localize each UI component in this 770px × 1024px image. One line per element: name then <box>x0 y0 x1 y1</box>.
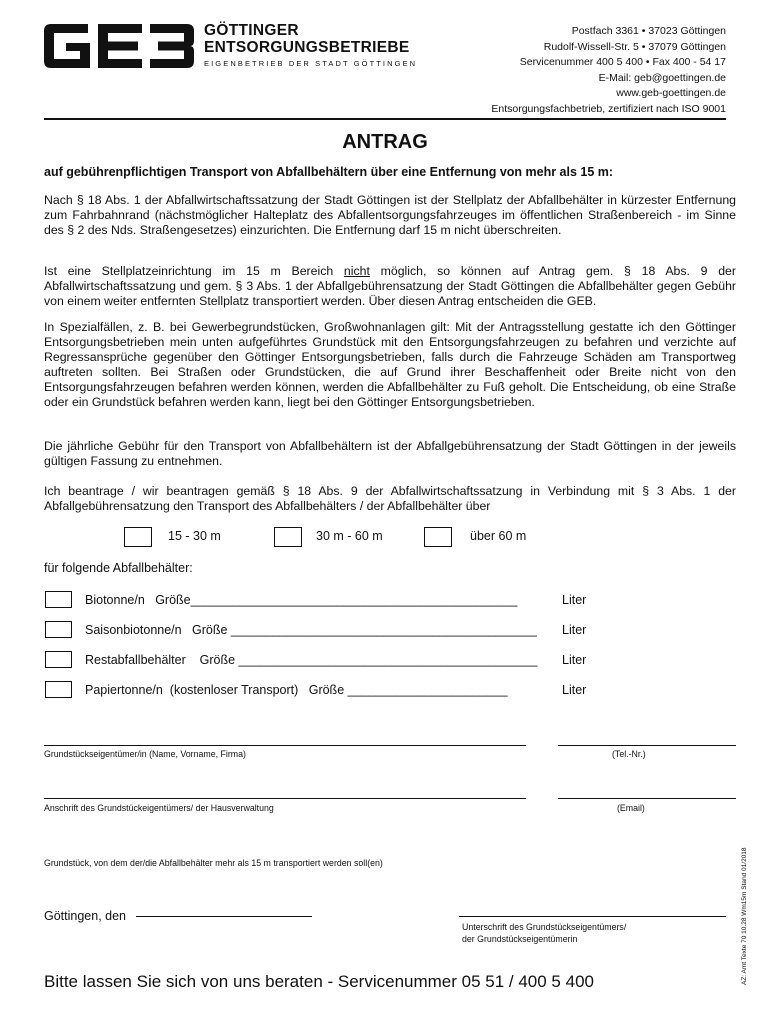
owner-input-line[interactable] <box>44 745 526 746</box>
container-seasonal-bio-unit: Liter <box>562 623 587 637</box>
signature-line[interactable] <box>459 916 726 917</box>
logo-line-2: ENTSORGUNGSBETRIEBE <box>204 39 410 56</box>
paragraph-5: Ich beantrage / wir beantragen gemäß § 18 Abs. 9 der Abfallwirtschaftssatzung in Verbindung mit § 3 Abs. 1 der Abfallgebührensatzung den Transport des Abfallbehälters / der Abfallbehälter über <box>44 484 736 513</box>
distance-30-60-checkbox[interactable] <box>274 527 302 547</box>
container-paper-checkbox[interactable] <box>45 681 72 698</box>
distance-30-60-label: 30 m - 60 m <box>316 529 383 543</box>
contact-postfach: Postfach 3361 • 37023 Göttingen <box>571 25 726 37</box>
signature-caption-1: Unterschrift des Grundstückseigentümers/ <box>462 922 627 932</box>
containers-intro: für folgende Abfallbehälter: <box>44 561 193 575</box>
paragraph-2-end: möglich, so können auf Antrag gem. § 18 Abs. 9 der Abfallwirtschaftssatzung und gem. § 3 Abs. 1 der Abfallgebührensatzung der Stadt Göttingen die Abfallbehälter gegen Gebühr von einem weiter entfernten Stellplatz transportiert werden. Über diesen Antrag entscheiden die GEB. <box>44 264 736 308</box>
container-paper-label: Papiertonne/n (kostenloser Transport) Größe _______________________ <box>85 683 508 697</box>
container-bio-checkbox[interactable] <box>45 591 72 608</box>
contact-address: Rudolf-Wissell-Str. 5 • 37079 Göttingen <box>543 40 726 53</box>
address-input-line[interactable] <box>44 798 526 799</box>
email-input-line[interactable] <box>558 798 736 799</box>
side-reference-note: AZ: Amt Texte 70 10.28 Wm15m Stand 01/2018 <box>741 847 748 985</box>
phone-field-label: (Tel.-Nr.) <box>612 749 646 759</box>
contact-phone: Servicenummer 400 5 400 • Fax 400 - 54 17 <box>519 56 726 68</box>
paragraph-1: Nach § 18 Abs. 1 der Abfallwirtschaftssatzung der Stadt Göttingen ist der Stellplatz der Abfallbehälter in kürzester Entfernung zum Fahrbahnrand (nächstmöglicher Halteplatz des Abfallentsorgungsfahrzeuges im öffentlichen Straßenbereich - im Sinne des § 2 des Nds. Straßengesetzes) einzurichten. Die Entfernung darf 15 m nicht überschreiten. <box>44 193 736 237</box>
form-title: ANTRAG <box>342 131 428 153</box>
container-seasonal-bio-label: Saisonbiotonne/n Größe ____________________________________________ <box>85 623 537 637</box>
container-bio-unit: Liter <box>562 593 587 607</box>
contact-email[interactable]: E-Mail: geb@goettingen.de <box>598 71 726 84</box>
signature-caption-2: der Grundstückseigentümerin <box>462 934 578 944</box>
container-paper-unit: Liter <box>562 683 587 697</box>
distance-over-60-checkbox[interactable] <box>424 527 452 547</box>
container-residual-checkbox[interactable] <box>45 651 72 668</box>
property-field-label: Grundstück, von dem der/die Abfallbehälter mehr als 15 m transportiert werden soll(en) <box>44 858 383 868</box>
logo-wordmark <box>204 22 417 68</box>
paragraph-3: In Spezialfällen, z. B. bei Gewerbegrundstücken, Großwohnanlagen gilt: Mit der Antragsstellung gestatte ich den Göttinger Entsorgungsbetrieben mein unten aufgeführtes Grundstück mit den Entsorgungsfahrzeugen zu befahren und verzichte auf Regressansprüche gegenüber den Göttinger Entsorgungsbetrieben, falls durch die Fahrzeuge Schäden am Transportweg auftreten sollten. Bei Straßen oder Grundstücken, die auf Grund ihrer Beschaffenheit oder Breite nicht von den Entsorgungsfahrzeugen befahren werden können, werden die Abfallbehälter zu Fuß geholt. Die Entscheidung, ob eine Straße oder ein Grundstück befahren werden kann, liegt bei den Göttinger Entsorgungsbetrieben. <box>44 320 736 409</box>
phone-input-line[interactable] <box>558 745 736 746</box>
contact-block <box>491 24 726 117</box>
logo-line-3: EIGENBETRIEB DER STADT GÖTTINGEN <box>204 59 418 68</box>
paragraph-2-start: Ist eine Stellplatzeinrichtung im 15 m Bereich <box>44 264 344 278</box>
email-field-label: (Email) <box>617 803 645 813</box>
address-field-label: Anschrift des Grundstückeigentümers/ der Hausverwaltung <box>44 803 274 813</box>
header-divider <box>44 118 726 120</box>
container-residual-unit: Liter <box>562 653 587 667</box>
place-date-label: Göttingen, den <box>44 909 127 923</box>
paragraph-2-emphasis: nicht <box>343 264 370 278</box>
distance-15-30-label: 15 - 30 m <box>168 529 221 543</box>
logo-line-1: GÖTTINGER <box>204 22 299 39</box>
contact-certification: Entsorgungsfachbetrieb, zertifiziert nach ISO 9001 <box>491 102 726 115</box>
footer-service-note: Bitte lassen Sie sich von uns beraten - Servicenummer 05 51 / 400 5 400 <box>44 972 594 991</box>
paragraph-2 <box>44 264 736 309</box>
container-bio-label: Biotonne/n Größe_______________________________________________ <box>85 593 518 607</box>
distance-over-60-label: über 60 m <box>470 529 527 543</box>
contact-website[interactable]: www.geb-goettingen.de <box>616 87 726 99</box>
container-residual-label: Restabfallbehälter Größe ___________________________________________ <box>85 653 538 667</box>
paragraph-4: Die jährliche Gebühr für den Transport von Abfallbehältern ist der Abfallgebührensatzung der Stadt Göttingen in der jeweils gültigen Fassung zu entnehmen. <box>44 439 736 468</box>
date-input-line[interactable] <box>136 916 312 917</box>
distance-15-30-checkbox[interactable] <box>124 527 152 547</box>
form-subtitle: auf gebührenpflichtigen Transport von Abfallbehältern über eine Entfernung von mehr als 15 m: <box>44 165 614 179</box>
container-seasonal-bio-checkbox[interactable] <box>45 621 72 638</box>
geb-logo-icon <box>44 24 194 68</box>
owner-field-label: Grundstückseigentümer/in (Name, Vorname, Firma) <box>44 749 246 759</box>
